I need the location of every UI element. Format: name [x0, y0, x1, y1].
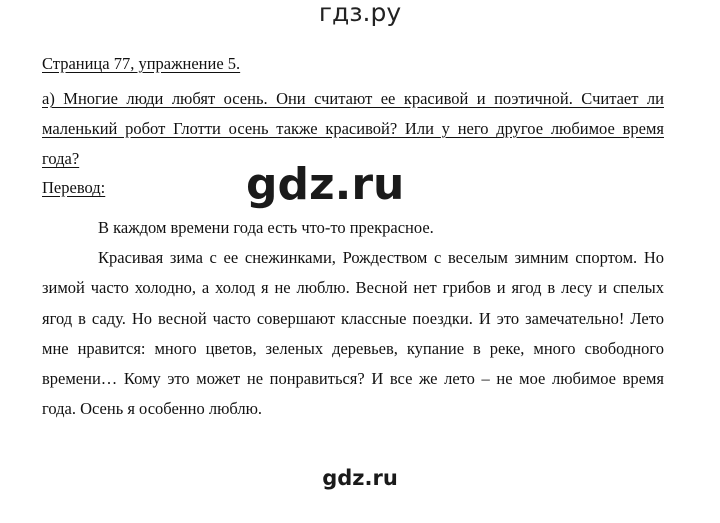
translation-label: Перевод:: [42, 178, 106, 197]
translation-paragraph-1: В каждом времени года есть что-то прекрасное.: [98, 218, 434, 237]
watermark-bottom: gdz.ru: [322, 466, 398, 490]
task-text: а) Многие люди любят осень. Они считают ее красивой и поэтичной. Считает ли маленький робот Глотти осень также красивой? Или у него другое любимое время года?: [42, 89, 664, 168]
site-header: гдз.ру: [318, 0, 402, 27]
page-heading: Страница 77, упражнение 5.: [42, 54, 241, 73]
translation-paragraph-2: Красивая зима с ее снежинками, Рождеством с веселым зимним спортом. Но зимой часто холодно, а холод я не люблю. Весной нет грибов и ягод в лесу и спелых ягод в саду. Но весной часто совершают классные поездки. И это замечательно! Лето мне нравится: много цветов, зеленых деревьев, купание в реке, много свободного времени… Кому это может не понравиться? И все же лето – не мое любимое время года. Осень я особенно люблю.: [42, 248, 664, 419]
watermark-center: gdz.ru: [246, 159, 405, 210]
